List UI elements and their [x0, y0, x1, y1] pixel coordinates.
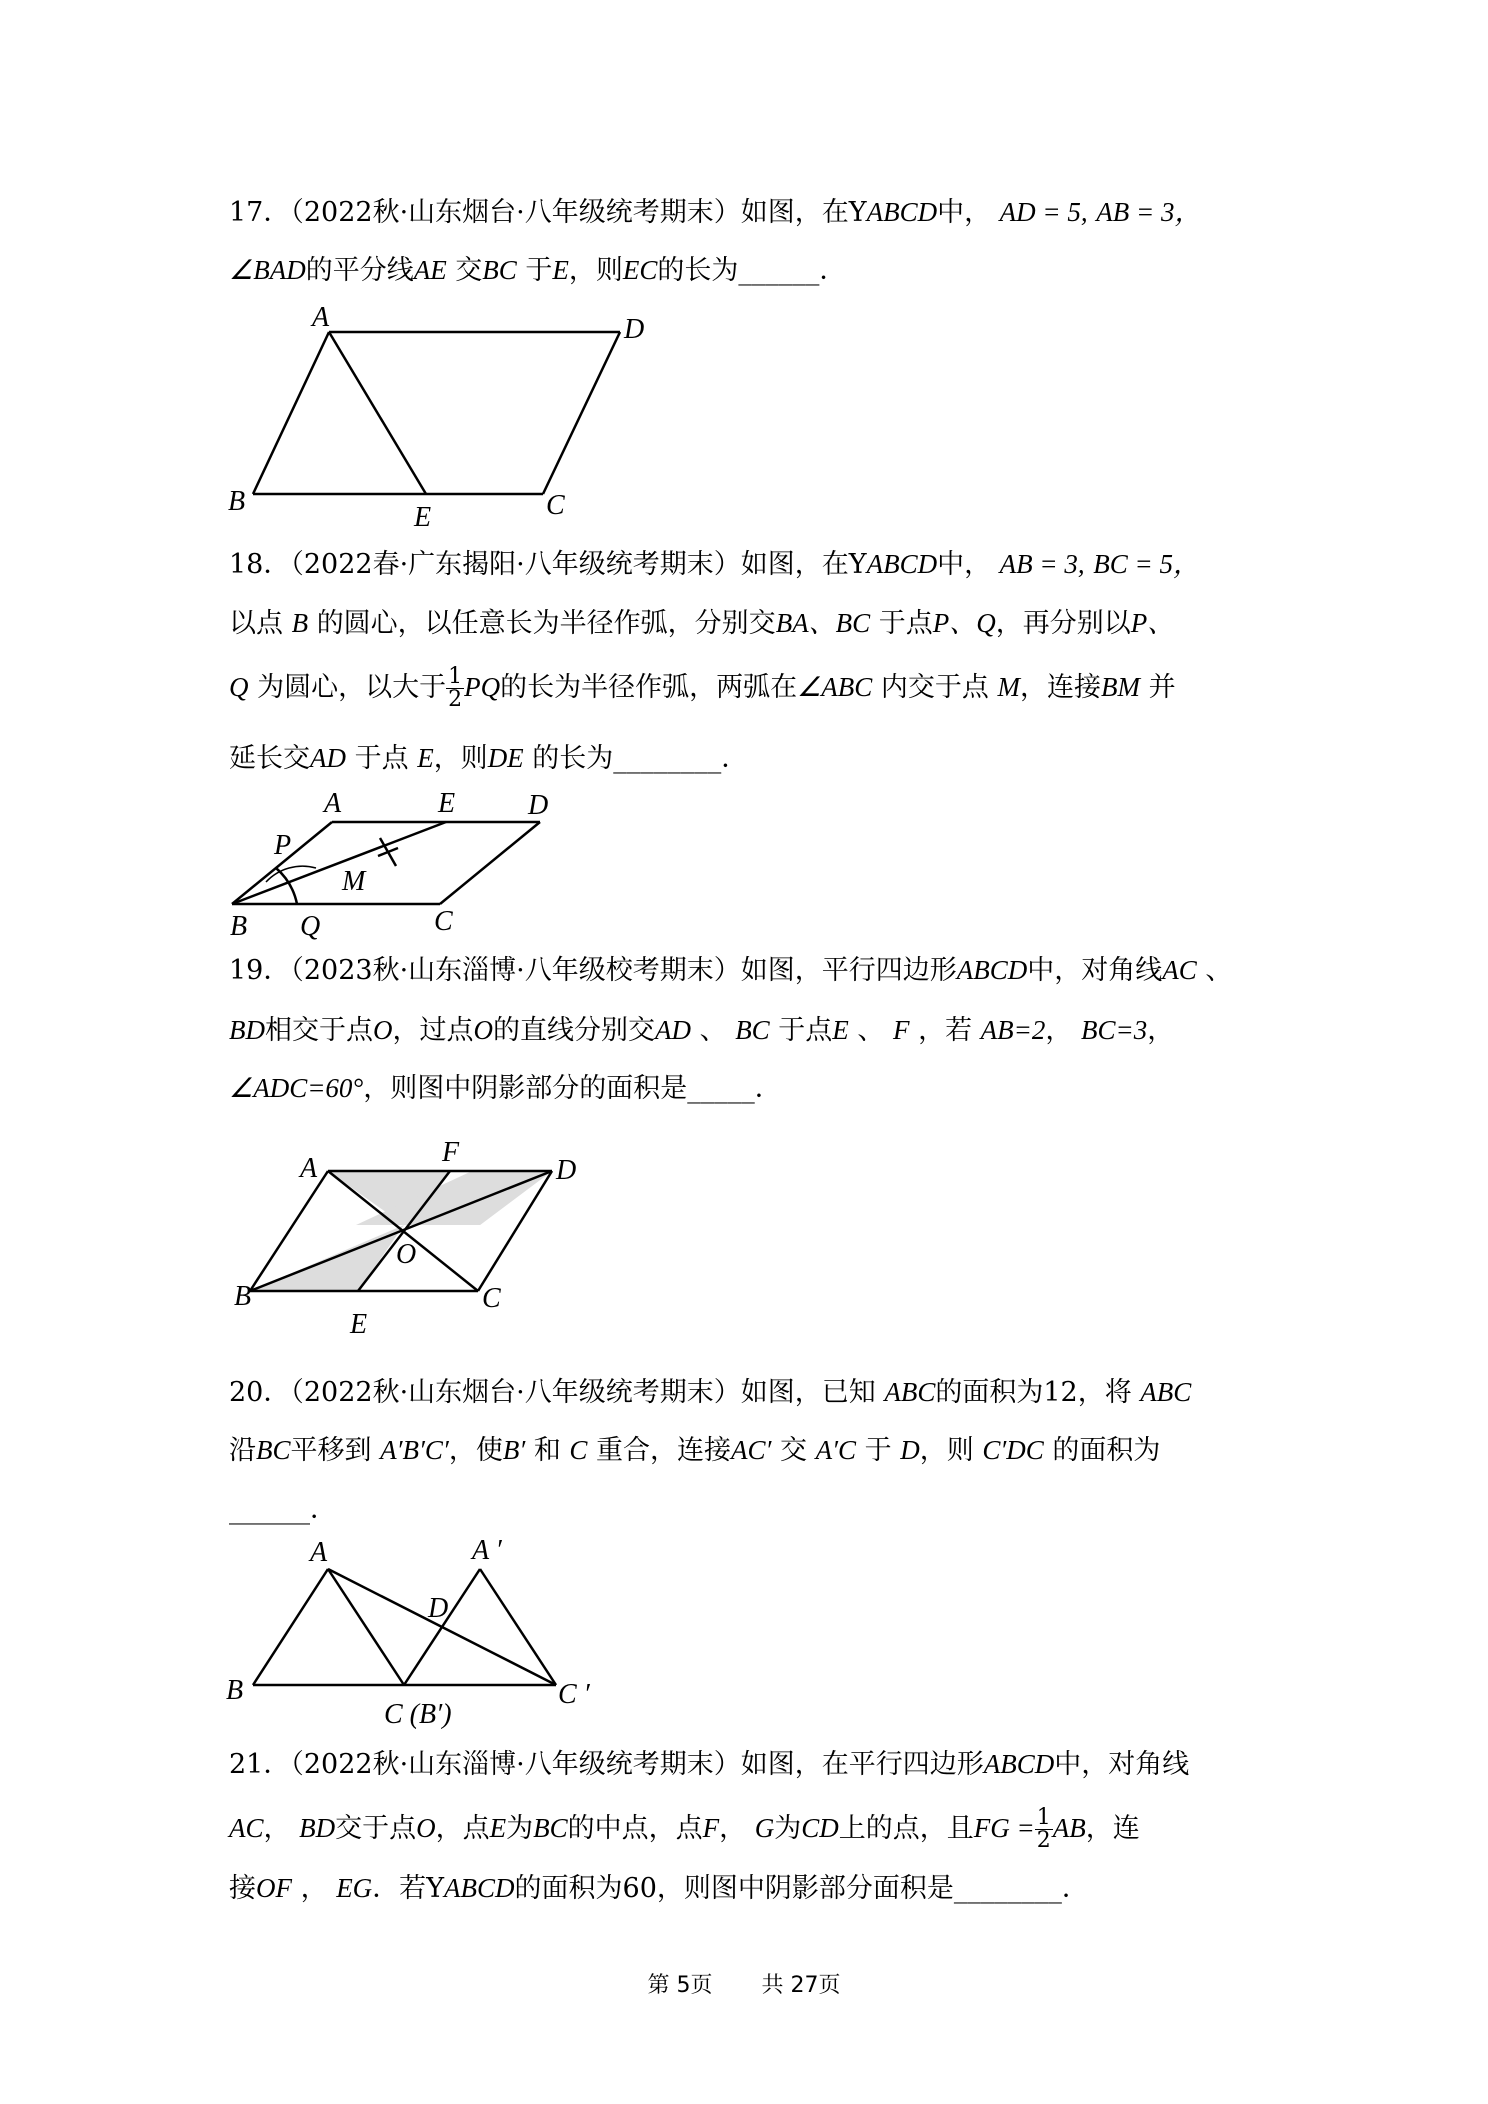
label-D: D	[528, 790, 549, 821]
label-B: B	[234, 1281, 252, 1312]
label-Q: Q	[300, 911, 321, 940]
q19-line1: 19．（2023秋·山东淄博·八年级校考期末）如图，平行四边形ABCD中，对角线AC 、	[229, 955, 1233, 986]
label-M: M	[342, 866, 366, 897]
fraction-half: $\frac{1}{2}$	[1036, 1805, 1051, 1853]
label-E: E	[414, 502, 432, 530]
label-E: E	[438, 790, 456, 819]
q17-line2: ∠BAD的平分线AE 交BC 于E，则EC的长为______．	[229, 255, 847, 286]
label-C-prime: C ′	[558, 1679, 590, 1710]
label-B: B	[230, 911, 248, 940]
q17-figure	[220, 300, 660, 530]
q18-figure	[220, 790, 580, 940]
label-B: B	[228, 486, 246, 517]
label-A: A	[300, 1153, 318, 1184]
q18-line3: Q 为圆心，以大于 $\frac{1}{2}$ PQ的长为半径作弧，两弧在∠ABC 内交于点 M，连接BM 并	[229, 664, 1176, 712]
label-D: D	[428, 1593, 449, 1624]
label-E: E	[350, 1309, 368, 1340]
q18-line2: 以点 B 的圆心，以任意长为半径作弧，分别交BA、BC 于点P、Q，再分别以P、	[229, 608, 1175, 639]
label-D: D	[556, 1155, 577, 1186]
q21-line3: 接OF ， EG．若YABCD的面积为60，则图中阴影部分面积是________．	[229, 1873, 1089, 1904]
label-A: A	[324, 790, 342, 819]
fraction-half: $\frac{1}{2}$	[448, 664, 463, 712]
q20-line3: ______．	[229, 1494, 337, 1525]
q17-line1: 17．（2022秋·山东烟台·八年级统考期末）如图，在YABCD中， AD = 5, AB = 3，	[229, 197, 1202, 228]
q20-line2: 沿BC平移到 A′B′C′，使B′ 和 C 重合，连接AC′ 交 A′C 于 D，则 C′DC 的面积为	[229, 1435, 1161, 1466]
label-O: O	[396, 1239, 417, 1270]
q20-line1: 20．（2022秋·山东烟台·八年级统考期末）如图，已知 ABC的面积为12，将 ABC	[229, 1377, 1192, 1408]
label-C: C	[434, 906, 453, 937]
q18-line4: 延长交AD 于点 E，则DE 的长为________．	[229, 743, 749, 774]
label-A: A	[310, 1537, 328, 1568]
q19-line3: ∠ADC=60°，则图中阴影部分的面积是_____．	[229, 1073, 782, 1104]
q19-figure	[220, 1135, 600, 1345]
page-footer	[0, 1968, 1488, 1999]
label-F: F	[442, 1137, 460, 1168]
label-D: D	[624, 314, 645, 345]
page-total: 共 27页	[761, 1973, 841, 1998]
q18-line1: 18．（2022春·广东揭阳·八年级统考期末）如图，在YABCD中， AB = 3, BC = 5，	[229, 549, 1200, 580]
label-B: B	[226, 1675, 244, 1706]
label-C: C	[546, 490, 565, 521]
q21-line2: AC， BD交于点O，点E为BC的中点，点F， G为CD上的点，且FG = $\frac{1}{2}$ AB，连	[229, 1805, 1140, 1853]
q20-figure	[220, 1535, 600, 1735]
q21-line1: 21．（2022秋·山东淄博·八年级统考期末）如图，在平行四边形ABCD中，对角线	[229, 1749, 1190, 1780]
page-number: 第 5页	[647, 1973, 713, 1998]
label-A: A	[312, 302, 330, 333]
label-C: C	[482, 1283, 501, 1314]
q19-line2: BD相交于点O，过点O的直线分别交AD 、 BC 于点E 、 F ，若 AB=2， BC=3，	[229, 1015, 1175, 1046]
label-A-prime: A ′	[472, 1535, 502, 1566]
label-P: P	[274, 830, 292, 861]
label-C-B-prime: C (B′)	[384, 1699, 452, 1730]
